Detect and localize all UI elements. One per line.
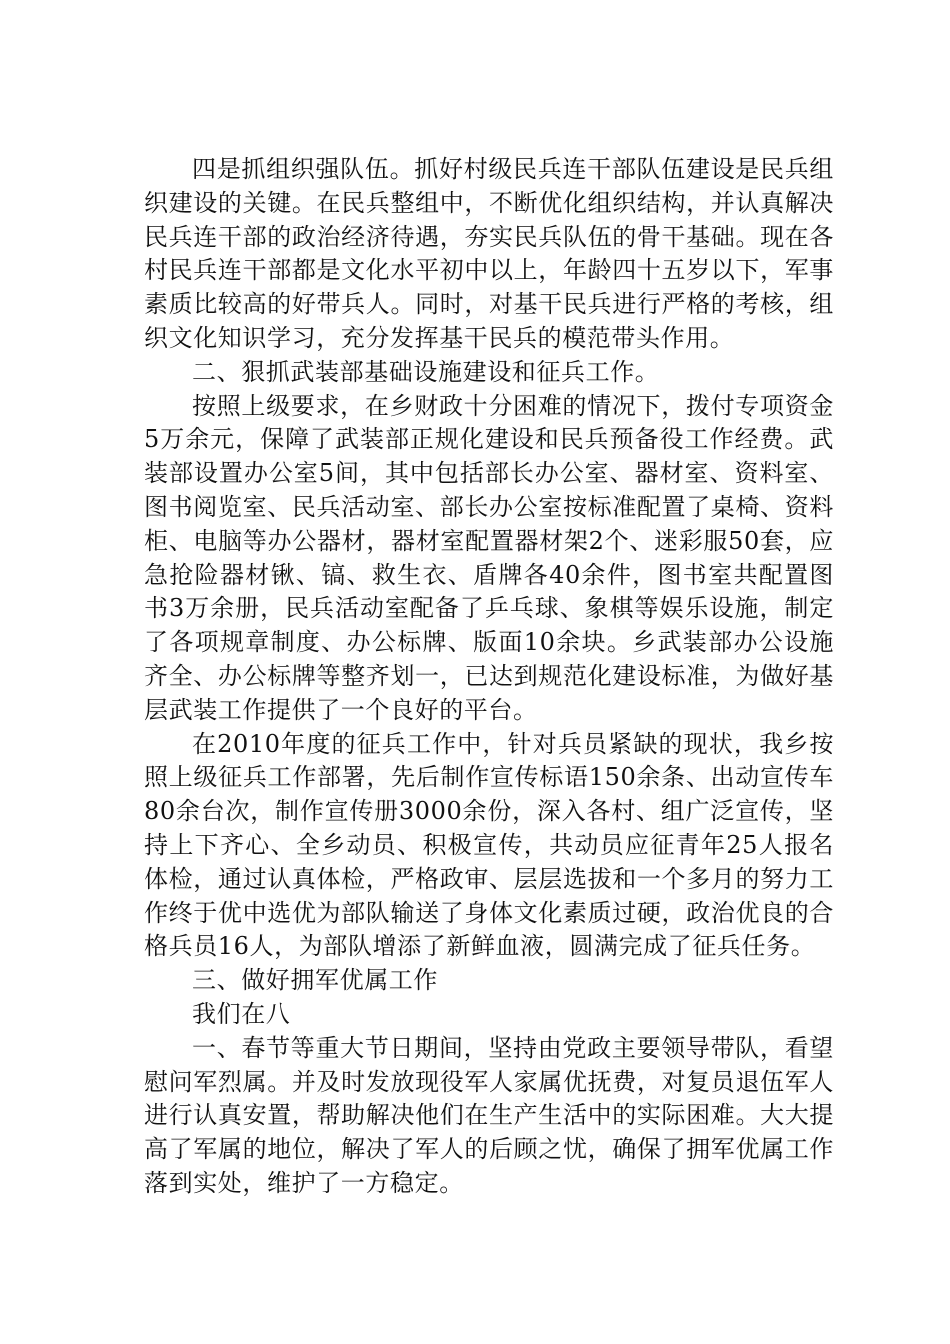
document-body xyxy=(144,153,834,1201)
paragraph-organization-building: 四是抓组织强队伍。抓好村级民兵连干部队伍建设是民兵组织建设的关键。在民兵整组中，不断优化组织结构，并认真解决民兵连干部的政治经济待遇，夯实民兵队伍的骨干基础。现在各村民兵连干部都是文化水平初中以上，年龄四十五岁以下，军事素质比较高的好带兵人。同时，对基干民兵进行严格的考核，组织文化知识学习，充分发挥基干民兵的模范带头作用。 xyxy=(144,155,834,352)
paragraph-conscription: 在2010年度的征兵工作中，针对兵员紧缺的现状，我乡按照上级征兵工作部署，先后制作宣传标语150余条、出动宣传车80余台次，制作宣传册3000余份，深入各村、组广泛宣传，坚持上下齐心、全乡动员、积极宣传，共动员应征青年25人报名体检，通过认真体检，严格政审、层层选拔和一个多月的努力工作终于优中选优为部队输送了身体文化素质过硬，政治优良的合格兵员16人，为部队增添了新鲜血液，圆满完成了征兵任务。 xyxy=(144,729,834,961)
section-heading-military-support: 三、做好拥军优属工作 xyxy=(192,966,438,995)
paragraph-holiday-visits: 一、春节等重大节日期间，坚持由党政主要领导带队，看望慰问军烈属。并及时发放现役军人家属优抚费，对复员退伍军人进行认真安置，帮助解决他们在生产生活中的实际困难。大大提高了军属的地位，解决了军人的后顾之忧，确保了拥军优属工作落到实处，维护了一方稳定。 xyxy=(144,1033,834,1197)
section-heading-facilities-conscription: 二、狠抓武装部基础设施建设和征兵工作。 xyxy=(192,357,660,386)
paragraph-fragment: 我们在八 xyxy=(192,999,291,1028)
paragraph-facilities: 按照上级要求，在乡财政十分困难的情况下，拨付专项资金5万余元，保障了武装部正规化建设和民兵预备役工作经费。武装部设置办公室5间，其中包括部长办公室、器材室、资料室、图书阅览室、民兵活动室、部长办公室按标准配置了桌椅、资料柜、电脑等办公器材，器材室配置器材架2个、迷彩服50套，应急抢险器材锹、镐、救生衣、盾牌各40余件，图书室共配置图书3万余册，民兵活动室配备了乒乓球、象棋等娱乐设施，制定了各项规章制度、办公标牌、版面10余块。乡武装部办公设施齐全、办公标牌等整齐划一，已达到规范化建设标准，为做好基层武装工作提供了一个良好的平台。 xyxy=(144,391,834,724)
